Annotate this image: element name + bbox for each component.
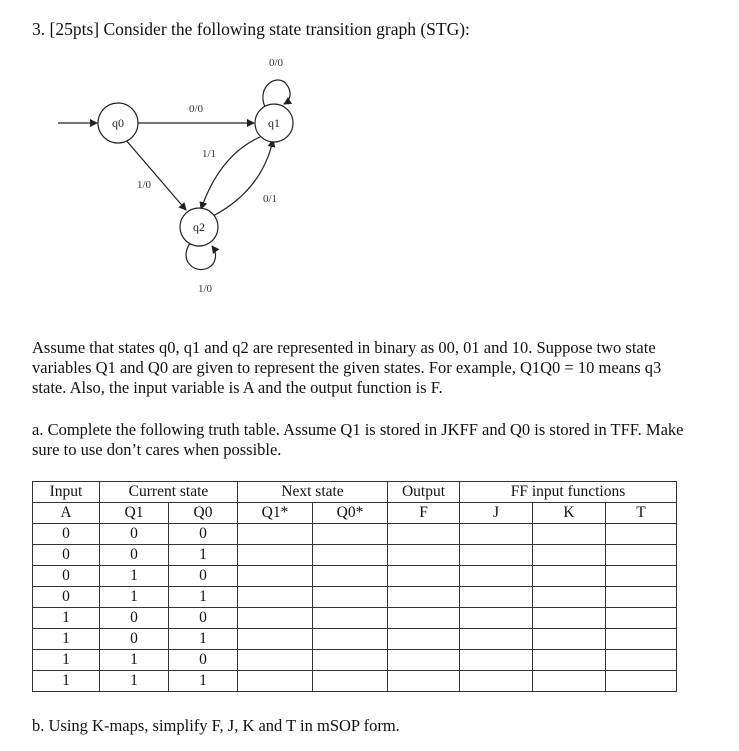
answer-cell[interactable] bbox=[606, 524, 677, 545]
table-column-header-row bbox=[33, 503, 677, 524]
table-cell: 1 bbox=[100, 650, 169, 671]
answer-cell[interactable] bbox=[238, 545, 313, 566]
table-row bbox=[33, 587, 677, 608]
question-title: 3. [25pts] Consider the following state transition graph (STG): bbox=[32, 19, 470, 39]
state-q1-label: q1 bbox=[268, 116, 280, 130]
label-q1-self: 0/0 bbox=[268, 57, 284, 69]
answer-cell[interactable] bbox=[238, 629, 313, 650]
answer-cell[interactable] bbox=[460, 629, 533, 650]
col-header-t: T bbox=[606, 503, 677, 524]
state-q2-label: q2 bbox=[193, 220, 205, 234]
header-current-state: Current state bbox=[100, 482, 238, 503]
table-cell: 0 bbox=[33, 587, 100, 608]
answer-cell[interactable] bbox=[388, 671, 460, 692]
table-cell: 1 bbox=[100, 587, 169, 608]
part-b-text: b. Using K-maps, simplify F, J, K and T in mSOP form. bbox=[32, 716, 400, 735]
answer-cell[interactable] bbox=[238, 608, 313, 629]
table-cell: 0 bbox=[169, 608, 238, 629]
answer-cell[interactable] bbox=[606, 650, 677, 671]
table-row bbox=[33, 650, 677, 671]
answer-cell[interactable] bbox=[238, 650, 313, 671]
col-header-f: F bbox=[388, 503, 460, 524]
answer-cell[interactable] bbox=[388, 629, 460, 650]
col-header-k: K bbox=[533, 503, 606, 524]
answer-cell[interactable] bbox=[533, 524, 606, 545]
table-cell: 1 bbox=[33, 629, 100, 650]
answer-cell[interactable] bbox=[388, 524, 460, 545]
answer-cell[interactable] bbox=[313, 671, 388, 692]
col-header-q0: Q0 bbox=[169, 503, 238, 524]
answer-cell[interactable] bbox=[460, 524, 533, 545]
table-row bbox=[33, 671, 677, 692]
answer-cell[interactable] bbox=[313, 650, 388, 671]
header-input: Input bbox=[33, 482, 100, 503]
state-transition-graph bbox=[0, 0, 739, 300]
answer-cell[interactable] bbox=[533, 671, 606, 692]
answer-cell[interactable] bbox=[313, 587, 388, 608]
answer-cell[interactable] bbox=[388, 545, 460, 566]
answer-cell[interactable] bbox=[388, 566, 460, 587]
table-cell: 1 bbox=[33, 650, 100, 671]
answer-cell[interactable] bbox=[533, 587, 606, 608]
answer-cell[interactable] bbox=[238, 566, 313, 587]
table-row bbox=[33, 608, 677, 629]
table-cell: 1 bbox=[169, 671, 238, 692]
answer-cell[interactable] bbox=[460, 566, 533, 587]
col-header-q1: Q1 bbox=[100, 503, 169, 524]
answer-cell[interactable] bbox=[238, 524, 313, 545]
table-row bbox=[33, 629, 677, 650]
table-row bbox=[33, 566, 677, 587]
col-header-q0-next: Q0* bbox=[313, 503, 388, 524]
table-cell: 1 bbox=[100, 671, 169, 692]
truth-table bbox=[32, 481, 677, 692]
answer-cell[interactable] bbox=[533, 566, 606, 587]
edge-q0-q2 bbox=[125, 139, 186, 210]
answer-cell[interactable] bbox=[388, 650, 460, 671]
table-cell: 0 bbox=[100, 524, 169, 545]
answer-cell[interactable] bbox=[238, 671, 313, 692]
answer-cell[interactable] bbox=[460, 545, 533, 566]
table-cell: 1 bbox=[169, 545, 238, 566]
answer-cell[interactable] bbox=[313, 566, 388, 587]
answer-cell[interactable] bbox=[460, 650, 533, 671]
answer-cell[interactable] bbox=[533, 629, 606, 650]
answer-cell[interactable] bbox=[313, 608, 388, 629]
col-header-q1-next: Q1* bbox=[238, 503, 313, 524]
answer-cell[interactable] bbox=[460, 608, 533, 629]
answer-cell[interactable] bbox=[606, 545, 677, 566]
table-cell: 0 bbox=[169, 650, 238, 671]
table-cell: 1 bbox=[33, 671, 100, 692]
table-cell: 0 bbox=[33, 545, 100, 566]
header-next-state: Next state bbox=[238, 482, 388, 503]
label-q1-q2: 1/1 bbox=[201, 148, 217, 160]
edge-q1-self bbox=[263, 80, 290, 107]
label-q0-q1: 0/0 bbox=[188, 103, 204, 115]
table-cell: 0 bbox=[169, 566, 238, 587]
answer-cell[interactable] bbox=[388, 608, 460, 629]
answer-cell[interactable] bbox=[313, 524, 388, 545]
header-output: Output bbox=[388, 482, 460, 503]
answer-cell[interactable] bbox=[388, 587, 460, 608]
table-cell: 0 bbox=[100, 608, 169, 629]
answer-cell[interactable] bbox=[606, 671, 677, 692]
answer-cell[interactable] bbox=[533, 650, 606, 671]
table-row bbox=[33, 545, 677, 566]
table-cell: 0 bbox=[33, 566, 100, 587]
answer-cell[interactable] bbox=[606, 566, 677, 587]
table-cell: 0 bbox=[100, 545, 169, 566]
answer-cell[interactable] bbox=[313, 629, 388, 650]
answer-cell[interactable] bbox=[238, 587, 313, 608]
table-cell: 0 bbox=[169, 524, 238, 545]
answer-cell[interactable] bbox=[606, 629, 677, 650]
label-q0-q2: 1/0 bbox=[136, 179, 152, 191]
answer-cell[interactable] bbox=[313, 545, 388, 566]
table-cell: 1 bbox=[169, 587, 238, 608]
answer-cell[interactable] bbox=[533, 545, 606, 566]
label-q2-q1: 0/1 bbox=[262, 193, 278, 205]
table-row bbox=[33, 524, 677, 545]
table-cell: 1 bbox=[33, 608, 100, 629]
edge-q2-self bbox=[186, 243, 215, 270]
answer-cell[interactable] bbox=[606, 587, 677, 608]
paragraph-part-a: a. Complete the following truth table. Assume Q1 is stored in JKFF and Q0 is stored in TFF. Make sure to use don’t cares when possible. bbox=[32, 420, 684, 459]
table-cell: 1 bbox=[169, 629, 238, 650]
label-q2-self: 1/0 bbox=[197, 283, 213, 295]
col-header-j: J bbox=[460, 503, 533, 524]
paragraph-state-encoding: Assume that states q0, q1 and q2 are represented in binary as 00, 01 and 10. Suppose two state variables Q1 and Q0 are given to represent the given states. For example, Q1Q0 = 10 means q3 state. Also, the input variable is A and the output function is F. bbox=[32, 338, 662, 397]
table-cell: 0 bbox=[100, 629, 169, 650]
state-q0-label: q0 bbox=[112, 116, 124, 130]
answer-cell[interactable] bbox=[533, 608, 606, 629]
header-ff-input: FF input functions bbox=[460, 482, 677, 503]
answer-cell[interactable] bbox=[460, 671, 533, 692]
col-header-a: A bbox=[33, 503, 100, 524]
answer-cell[interactable] bbox=[606, 608, 677, 629]
answer-cell[interactable] bbox=[460, 587, 533, 608]
table-cell: 1 bbox=[100, 566, 169, 587]
table-group-header-row bbox=[33, 482, 677, 503]
table-cell: 0 bbox=[33, 524, 100, 545]
